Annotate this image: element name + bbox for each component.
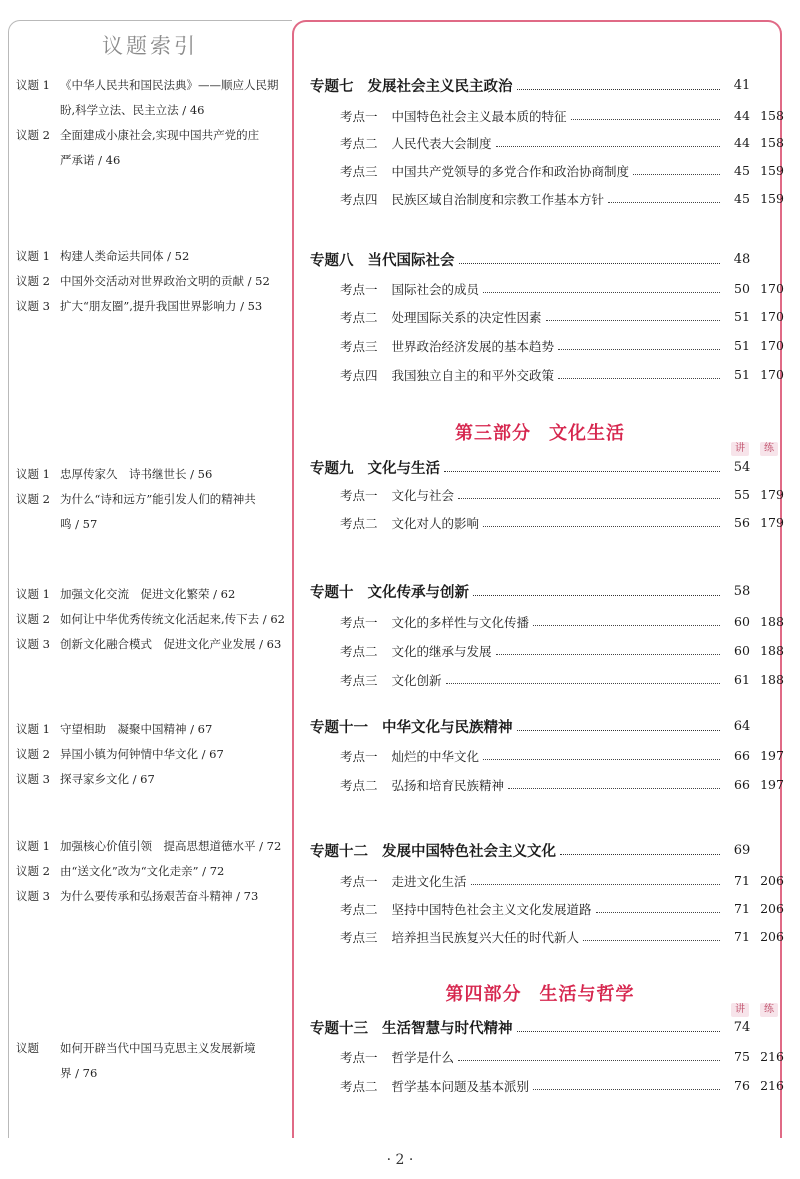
key-point-number: 考点三 [340,339,378,354]
practice-page: 159 [760,191,784,206]
lecture-page: 45 [734,163,750,178]
topic-number: 议题 3 [16,637,50,651]
section-label [310,716,513,737]
practice-page: 170 [760,367,784,382]
key-point-title: 民族区域自治制度和宗教工作基本方针 [391,192,605,207]
lecture-page: 71 [734,873,750,888]
key-point-label [340,900,592,918]
lecture-page: 55 [734,487,750,502]
key-point-title: 文化创新 [391,673,442,688]
key-point-label [340,613,529,631]
leader-dots [483,759,720,760]
section-heading[interactable] [310,716,780,740]
section-label [310,840,556,861]
key-point-label [340,1077,529,1095]
leader-dots [558,349,720,350]
key-point-row[interactable] [340,642,784,662]
topic-item[interactable] [16,1036,286,1061]
lecture-page: 71 [734,901,750,916]
topic-item[interactable] [16,582,286,607]
topic-number: 议题 3 [16,772,50,786]
topic-title-cont: 严承诺 / 46 [60,153,121,167]
topic-title: 构建人类命运共同体 / 52 [60,249,190,263]
topic-item[interactable] [16,767,286,792]
key-point-label [340,107,567,125]
topic-group [16,73,286,173]
topic-title-cont: 鸣 / 57 [60,517,98,531]
leader-dots [496,146,720,147]
key-point-number: 考点一 [340,109,378,124]
leader-dots [558,378,720,379]
section-title: 当代国际社会 [367,253,455,269]
topic-title-cont: 盼,科学立法、民主立法 / 46 [60,103,205,117]
lecture-page: 44 [734,135,750,150]
topic-item[interactable] [16,834,286,859]
key-point-number: 考点一 [340,488,378,503]
key-point-title: 哲学是什么 [391,1050,455,1065]
key-point-number: 考点一 [340,282,378,297]
part-title [300,980,780,1006]
leader-dots [596,912,720,913]
key-point-title: 弘扬和培育民族精神 [391,778,505,793]
key-point-number: 考点二 [340,136,378,151]
leader-dots [508,788,720,789]
key-point-row[interactable] [340,308,784,328]
leader-dots [517,730,720,731]
key-point-number: 考点四 [340,368,378,383]
key-point-title: 我国独立自主的和平外交政策 [391,368,555,383]
leader-dots [633,174,720,175]
key-point-row[interactable] [340,747,784,767]
key-point-number: 考点二 [340,778,378,793]
lecture-page: 76 [734,1078,750,1093]
topic-title: 如何让中华优秀传统文化活起来,传下去 / 62 [60,612,285,626]
key-point-number: 考点三 [340,930,378,945]
leader-dots [483,526,720,527]
key-point-row[interactable] [340,776,784,796]
topic-title: 创新文化融合模式 促进文化产业发展 / 63 [60,637,282,651]
practice-page: 197 [760,748,784,763]
topic-title: 《中华人民共和国民法典》——顺应人民期 [60,78,279,92]
key-point-label [340,308,542,326]
key-point-label [340,337,554,355]
leader-dots [483,292,720,293]
practice-page: 197 [760,777,784,792]
topic-number: 议题 [16,1041,39,1055]
part-number: 第三部分 [455,423,531,444]
topic-group [16,462,286,537]
key-point-row[interactable] [340,486,784,506]
key-point-label [340,366,554,384]
section-label [310,249,455,270]
topic-title: 探寻家乡文化 / 67 [60,772,155,786]
page-number: · 2 · [386,1152,414,1168]
topic-group [16,582,286,657]
key-point-row[interactable] [340,107,784,127]
key-point-label [340,642,492,660]
lecture-page: 66 [734,777,750,792]
section-number: 专题九 [310,461,354,477]
lecture-page: 44 [734,108,750,123]
key-point-row[interactable] [340,280,784,300]
key-point-title: 哲学基本问题及基本派别 [391,1079,530,1094]
key-point-label [340,928,579,946]
lecture-page: 66 [734,748,750,763]
key-point-title: 中国特色社会主义最本质的特征 [391,109,567,124]
key-point-label [340,134,492,152]
practice-page: 188 [760,672,784,687]
part-number: 第四部分 [445,984,522,1005]
practice-page: 216 [760,1078,784,1093]
contents-frame [292,20,782,1138]
key-point-label [340,280,479,298]
part-title [300,419,780,445]
topic-item[interactable] [16,742,286,767]
topic-title: 中国外交活动对世界政治文明的贡献 / 52 [60,274,270,288]
practice-badge: 练 [760,442,778,456]
topic-number: 议题 2 [16,492,50,506]
topic-title: 为什么要传承和弘扬艰苦奋斗精神 / 73 [60,889,259,903]
practice-page: 179 [760,515,784,530]
leader-dots [459,263,720,264]
leader-dots [517,89,720,90]
section-number: 专题十 [310,585,354,601]
section-number: 专题十一 [310,720,368,736]
leader-dots [560,854,720,855]
key-point-title: 中国共产党领导的多党合作和政治协商制度 [391,164,630,179]
practice-page: 206 [760,901,784,916]
lecture-page: 56 [734,515,750,530]
index-frame [8,20,292,1138]
practice-page: 206 [760,873,784,888]
key-point-row[interactable] [340,900,784,920]
lecture-page: 51 [734,367,750,382]
lecture-page: 64 [733,719,751,734]
key-point-number: 考点一 [340,874,378,889]
key-point-row[interactable] [340,366,784,386]
practice-page: 216 [760,1049,784,1064]
section-title: 发展中国特色社会主义文化 [382,844,556,860]
practice-page: 188 [760,643,784,658]
key-point-title: 处理国际关系的决定性因素 [391,310,542,325]
topic-item[interactable] [16,123,286,148]
section-label [310,457,440,478]
section-title: 发展社会主义民主政治 [367,79,513,95]
key-point-number: 考点二 [340,902,378,917]
topic-item[interactable] [16,859,286,884]
key-point-row[interactable] [340,162,784,182]
section-heading[interactable] [310,581,780,605]
lecture-page: 50 [734,281,750,296]
topic-number: 议题 1 [16,587,50,601]
topic-number: 议题 1 [16,467,50,481]
lecture-badge: 讲 [731,442,749,456]
leader-dots [473,595,720,596]
lecture-page: 51 [734,338,750,353]
lecture-page: 69 [733,843,751,858]
leader-dots [608,202,720,203]
leader-dots [533,625,720,626]
key-point-row[interactable] [340,134,784,154]
key-point-number: 考点二 [340,516,378,531]
topic-number: 议题 2 [16,864,50,878]
key-point-label [340,1048,454,1066]
lecture-page: 48 [733,252,751,267]
topic-item[interactable] [16,717,286,742]
key-point-label [340,486,454,504]
section-heading[interactable] [310,457,780,481]
topic-number: 议题 2 [16,612,50,626]
topic-group [16,244,286,319]
leader-dots [583,940,720,941]
section-title: 文化与生活 [367,461,440,477]
topic-title: 如何开辟当代中国马克思主义发展新境 [60,1041,256,1055]
topic-number: 议题 1 [16,78,50,92]
key-point-label [340,190,604,208]
key-point-label [340,514,479,532]
lecture-page: 71 [734,929,750,944]
topic-group [16,1036,286,1086]
key-point-number: 考点三 [340,673,378,688]
topic-item[interactable] [16,294,286,319]
key-point-row[interactable] [340,613,784,633]
lecture-page: 60 [734,614,750,629]
section-title: 生活智慧与时代精神 [382,1021,513,1037]
key-point-title: 国际社会的成员 [391,282,480,297]
practice-page: 170 [760,338,784,353]
part-name: 文化生活 [549,423,625,444]
section-number: 专题十三 [310,1021,368,1037]
topic-title: 扩大“朋友圈”,提升我国世界影响力 / 53 [60,299,263,313]
lecture-page: 58 [733,584,751,599]
key-point-row[interactable] [340,872,784,892]
key-point-number: 考点一 [340,615,378,630]
lecture-badge: 讲 [731,1003,749,1017]
practice-page: 188 [760,614,784,629]
topic-item[interactable] [16,269,286,294]
index-title: 议题索引 [102,34,198,58]
topic-number: 议题 2 [16,128,50,142]
lecture-page: 61 [734,672,750,687]
topic-title: 加强核心价值引领 提高思想道德水平 / 72 [60,839,282,853]
key-point-label [340,872,467,890]
topic-title: 加强文化交流 促进文化繁荣 / 62 [60,587,236,601]
section-title: 中华文化与民族精神 [382,720,513,736]
key-point-title: 培养担当民族复兴大任的时代新人 [391,930,580,945]
key-point-label [340,776,504,794]
section-heading[interactable] [310,249,780,273]
section-number: 专题七 [310,79,354,95]
key-point-title: 坚持中国特色社会主义文化发展道路 [391,902,592,917]
key-point-row[interactable] [340,190,784,210]
leader-dots [444,471,720,472]
section-number: 专题八 [310,253,354,269]
key-point-number: 考点四 [340,192,378,207]
section-label [310,581,469,602]
key-point-title: 文化的多样性与文化传播 [391,615,530,630]
lecture-page: 60 [734,643,750,658]
leader-dots [458,1060,720,1061]
topic-title: 由“送文化”改为“文化走亲” / 72 [60,864,225,878]
practice-page: 159 [760,163,784,178]
practice-page: 158 [760,108,784,123]
topic-title: 为什么“诗和远方”能引发人们的精神共 [60,492,256,506]
key-point-title: 世界政治经济发展的基本趋势 [391,339,555,354]
topic-number: 议题 1 [16,839,50,853]
topic-item[interactable] [16,607,286,632]
key-point-title: 灿烂的中华文化 [391,749,480,764]
topic-title: 异国小镇为何钟情中华文化 / 67 [60,747,224,761]
key-point-number: 考点一 [340,1050,378,1065]
key-point-title: 走进文化生活 [391,874,467,889]
topic-title: 守望相助 凝聚中国精神 / 67 [60,722,213,736]
key-point-row[interactable] [340,928,784,948]
topic-item[interactable] [16,884,286,909]
key-point-number: 考点二 [340,1079,378,1094]
topic-item[interactable] [16,462,286,487]
leader-dots [471,884,720,885]
topic-number: 议题 3 [16,889,50,903]
section-heading[interactable] [310,75,780,99]
topic-item[interactable] [16,244,286,269]
key-point-number: 考点二 [340,644,378,659]
lecture-page: 41 [733,78,751,93]
leader-dots [571,119,720,120]
section-heading[interactable] [310,1017,780,1041]
section-heading[interactable] [310,840,780,864]
topic-number: 议题 1 [16,249,50,263]
lecture-page: 74 [733,1020,751,1035]
leader-dots [517,1031,720,1032]
practice-page: 206 [760,929,784,944]
key-point-title: 文化与社会 [391,488,455,503]
lecture-page: 45 [734,191,750,206]
key-point-row[interactable] [340,337,784,357]
part-name: 生活与哲学 [539,984,635,1005]
lecture-page: 54 [733,460,751,475]
key-point-row[interactable] [340,1048,784,1068]
key-point-number: 考点一 [340,749,378,764]
lecture-page: 51 [734,309,750,324]
section-title: 文化传承与创新 [367,585,469,601]
leader-dots [496,654,720,655]
topic-number: 议题 1 [16,722,50,736]
topic-item[interactable] [16,73,286,98]
topic-group [16,717,286,792]
key-point-row[interactable] [340,671,784,691]
practice-badge: 练 [760,1003,778,1017]
lecture-page: 75 [734,1049,750,1064]
topic-number: 议题 2 [16,747,50,761]
leader-dots [533,1089,720,1090]
topic-number: 议题 3 [16,299,50,313]
leader-dots [458,498,720,499]
topic-number: 议题 2 [16,274,50,288]
topic-item[interactable] [16,632,286,657]
leader-dots [446,683,720,684]
key-point-number: 考点三 [340,164,378,179]
practice-page: 170 [760,281,784,296]
practice-page: 158 [760,135,784,150]
key-point-number: 考点二 [340,310,378,325]
key-point-title: 人民代表大会制度 [391,136,492,151]
section-number: 专题十二 [310,844,368,860]
key-point-row[interactable] [340,514,784,534]
key-point-label [340,162,629,180]
key-point-label [340,671,442,689]
leader-dots [546,320,720,321]
section-label [310,75,513,96]
key-point-row[interactable] [340,1077,784,1097]
topic-title: 忠厚传家久 诗书继世长 / 56 [60,467,213,481]
section-label [310,1017,513,1038]
topic-title-cont: 界 / 76 [60,1066,98,1080]
key-point-title: 文化对人的影响 [391,516,480,531]
practice-page: 179 [760,487,784,502]
key-point-title: 文化的继承与发展 [391,644,492,659]
topic-title: 全面建成小康社会,实现中国共产党的庄 [60,128,260,142]
topic-item[interactable] [16,487,286,512]
key-point-label [340,747,479,765]
topic-group [16,834,286,909]
practice-page: 170 [760,309,784,324]
